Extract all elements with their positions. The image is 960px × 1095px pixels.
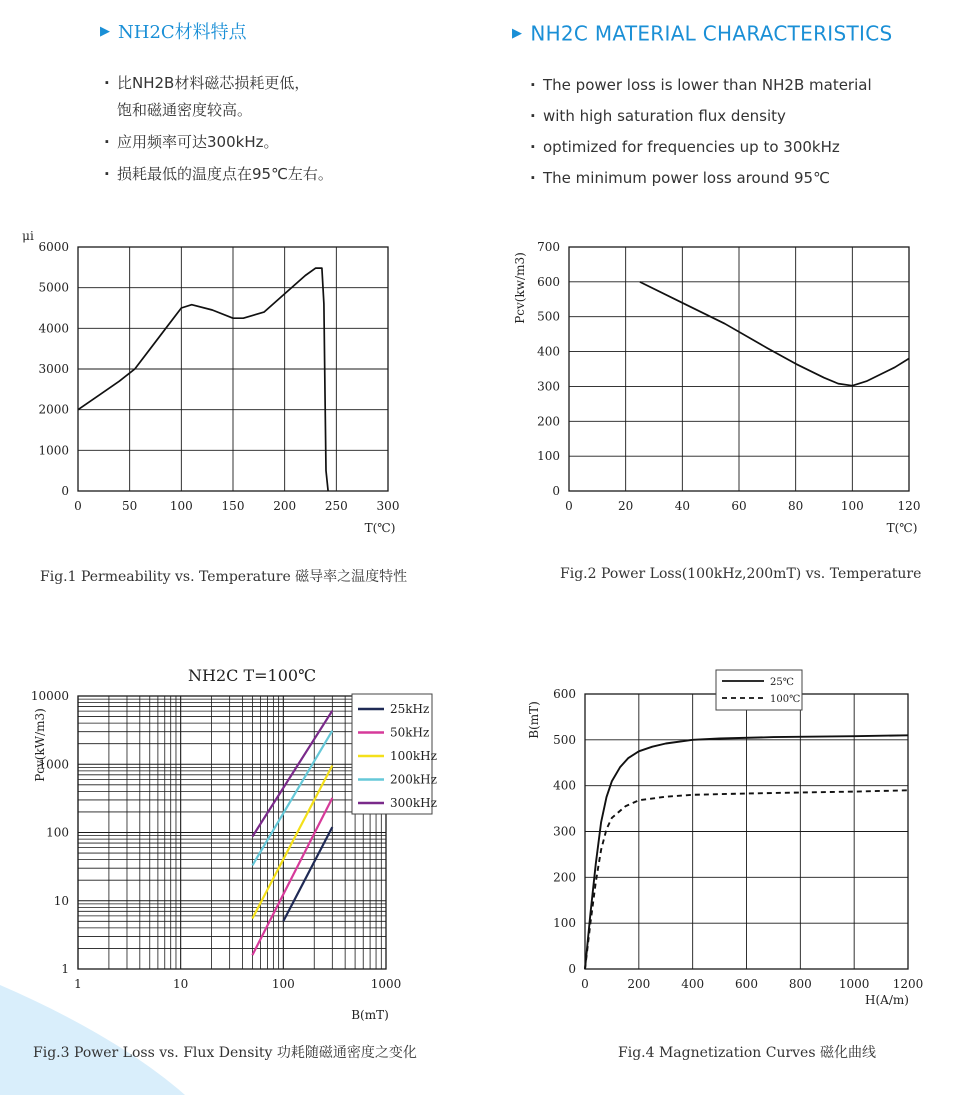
fig4-xtick-label: 1200	[892, 977, 924, 991]
fig3-ytick-label: 100	[46, 825, 69, 840]
fig1-xtick-label: 300	[376, 499, 400, 513]
fig1-ytick-label: 2000	[38, 402, 69, 417]
bullet-en-3-text: optimized for frequencies up to 300kHz	[543, 138, 840, 156]
fig2-xtick-label: 80	[788, 499, 804, 513]
fig2-caption: Fig.2 Power Loss(100kHz,200mT) vs. Temperature	[560, 566, 922, 582]
fig2-ytick-label: 600	[537, 274, 560, 289]
fig3-ytick-label: 1	[61, 962, 69, 976]
fig4-ytick-label: 0	[568, 962, 576, 976]
triangle-bullet-icon: ▶	[512, 26, 523, 41]
fig2-series-line	[640, 282, 909, 386]
fig4-legend-label: 25℃	[770, 677, 794, 688]
fig1-xtick-label: 100	[169, 499, 193, 513]
fig2-ytick-label: 700	[537, 240, 560, 254]
fig1-ylabel: μi	[22, 229, 34, 243]
fig3-series-line-50khz	[252, 798, 332, 955]
fig1-ytick-label: 5000	[38, 280, 69, 295]
fig2-xtick-label: 120	[897, 499, 921, 513]
fig3-xtick-label: 1	[74, 977, 82, 991]
fig1-xtick-label: 250	[324, 499, 348, 513]
header-en-text: NH2C MATERIAL CHARACTERISTICS	[530, 21, 893, 46]
fig2-ylabel: Pcv(kw/m3)	[513, 252, 527, 324]
fig3-ytick-label: 10000	[30, 689, 69, 703]
fig3-title: NH2C T=100℃	[188, 666, 316, 685]
fig4-legend-label: 100℃	[770, 694, 801, 705]
fig1-xtick-label: 50	[122, 499, 138, 513]
fig1-ytick-label: 3000	[38, 362, 69, 376]
fig4-xtick-label: 400	[681, 977, 705, 991]
fig3-ytick-label: 1000	[38, 757, 69, 772]
fig2-xtick-label: 40	[674, 499, 690, 513]
bullet-cn-3-text: 损耗最低的温度点在95℃左右。	[117, 165, 333, 183]
fig3-legend-label: 25kHz	[390, 702, 430, 716]
fig2-xtick-label: 100	[840, 499, 864, 513]
fig4-xtick-label: 1000	[838, 977, 870, 991]
bullet-cn-1-text: 比NH2B材料磁芯损耗更低， 饱和磁通密度较高。	[117, 74, 310, 119]
fig3-legend-label: 100kHz	[390, 749, 437, 763]
fig4-caption: Fig.4 Magnetization Curves 磁化曲线	[618, 1045, 876, 1061]
fig2-xlabel: T(℃)	[886, 521, 918, 535]
fig3-xlabel: B(mT)	[351, 1008, 389, 1022]
fig4-xlabel: H(A/m)	[865, 993, 909, 1007]
bullet-cn-2-text: 应用频率可达300kHz。	[117, 133, 279, 151]
fig4-ytick-label: 100	[553, 916, 576, 931]
fig2-ytick-label: 0	[552, 484, 560, 498]
header-cn-text: NH2C材料特点	[118, 22, 247, 43]
fig4-ytick-label: 600	[553, 687, 576, 701]
triangle-bullet-icon: ▶	[100, 23, 110, 39]
fig2-ytick-label: 400	[537, 344, 560, 359]
fig3-legend-label: 200kHz	[390, 772, 437, 787]
fig4-ytick-label: 500	[553, 732, 576, 747]
bullet-en-1-text: The power loss is lower than NH2B material	[543, 76, 872, 94]
bullet-en-4-text: The minimum power loss around 95℃	[543, 169, 830, 187]
fig3-xtick-label: 100	[271, 977, 295, 991]
fig3-caption: Fig.3 Power Loss vs. Flux Density 功耗随磁通密度之变化	[33, 1045, 417, 1061]
fig3-xtick-label: 10	[173, 977, 189, 991]
fig1-ytick-label: 4000	[38, 321, 69, 336]
fig2-ytick-label: 500	[537, 309, 560, 324]
fig2-xtick-label: 20	[618, 499, 634, 513]
bullet-en-2-text: with high saturation flux density	[543, 107, 786, 125]
fig2-ytick-label: 200	[537, 414, 560, 429]
fig4-ylabel: B(mT)	[527, 701, 541, 739]
fig4-xtick-label: 600	[735, 977, 758, 991]
fig3-ytick-label: 10	[53, 893, 69, 908]
fig3-series-line-100khz	[252, 766, 332, 919]
fig1-ytick-label: 6000	[38, 240, 69, 254]
fig4-xtick-label: 200	[627, 977, 651, 991]
fig2-ytick-label: 300	[537, 379, 560, 394]
fig3-xtick-label: 1000	[370, 977, 402, 991]
fig2-ytick-label: 100	[537, 449, 560, 464]
fig4-xtick-label: 800	[788, 977, 812, 991]
fig3-ylabel: Pcv(kW/m3)	[33, 708, 47, 782]
fig1-ytick-label: 1000	[38, 443, 69, 458]
fig4-ytick-label: 200	[553, 870, 576, 885]
fig4-ytick-label: 400	[553, 778, 576, 793]
fig1-xtick-label: 150	[221, 499, 245, 513]
fig1-xtick-label: 200	[273, 499, 297, 513]
fig3-series-line-300khz	[252, 711, 332, 837]
fig1-xtick-label: 0	[74, 499, 82, 513]
fig2-xtick-label: 0	[565, 499, 573, 513]
fig1-xlabel: T(℃)	[364, 521, 396, 535]
fig1-ytick-label: 0	[61, 484, 69, 498]
fig3-series-line-200khz	[252, 731, 332, 866]
fig4-xtick-label: 0	[581, 977, 589, 991]
fig3-legend-label: 50kHz	[390, 725, 430, 740]
fig4-ytick-label: 300	[553, 824, 576, 839]
fig1-series-line	[78, 268, 328, 491]
fig3-legend-label: 300kHz	[390, 796, 437, 810]
fig2-xtick-label: 60	[731, 499, 747, 513]
fig1-caption: Fig.1 Permeability vs. Temperature 磁导率之温度特性	[40, 569, 408, 585]
